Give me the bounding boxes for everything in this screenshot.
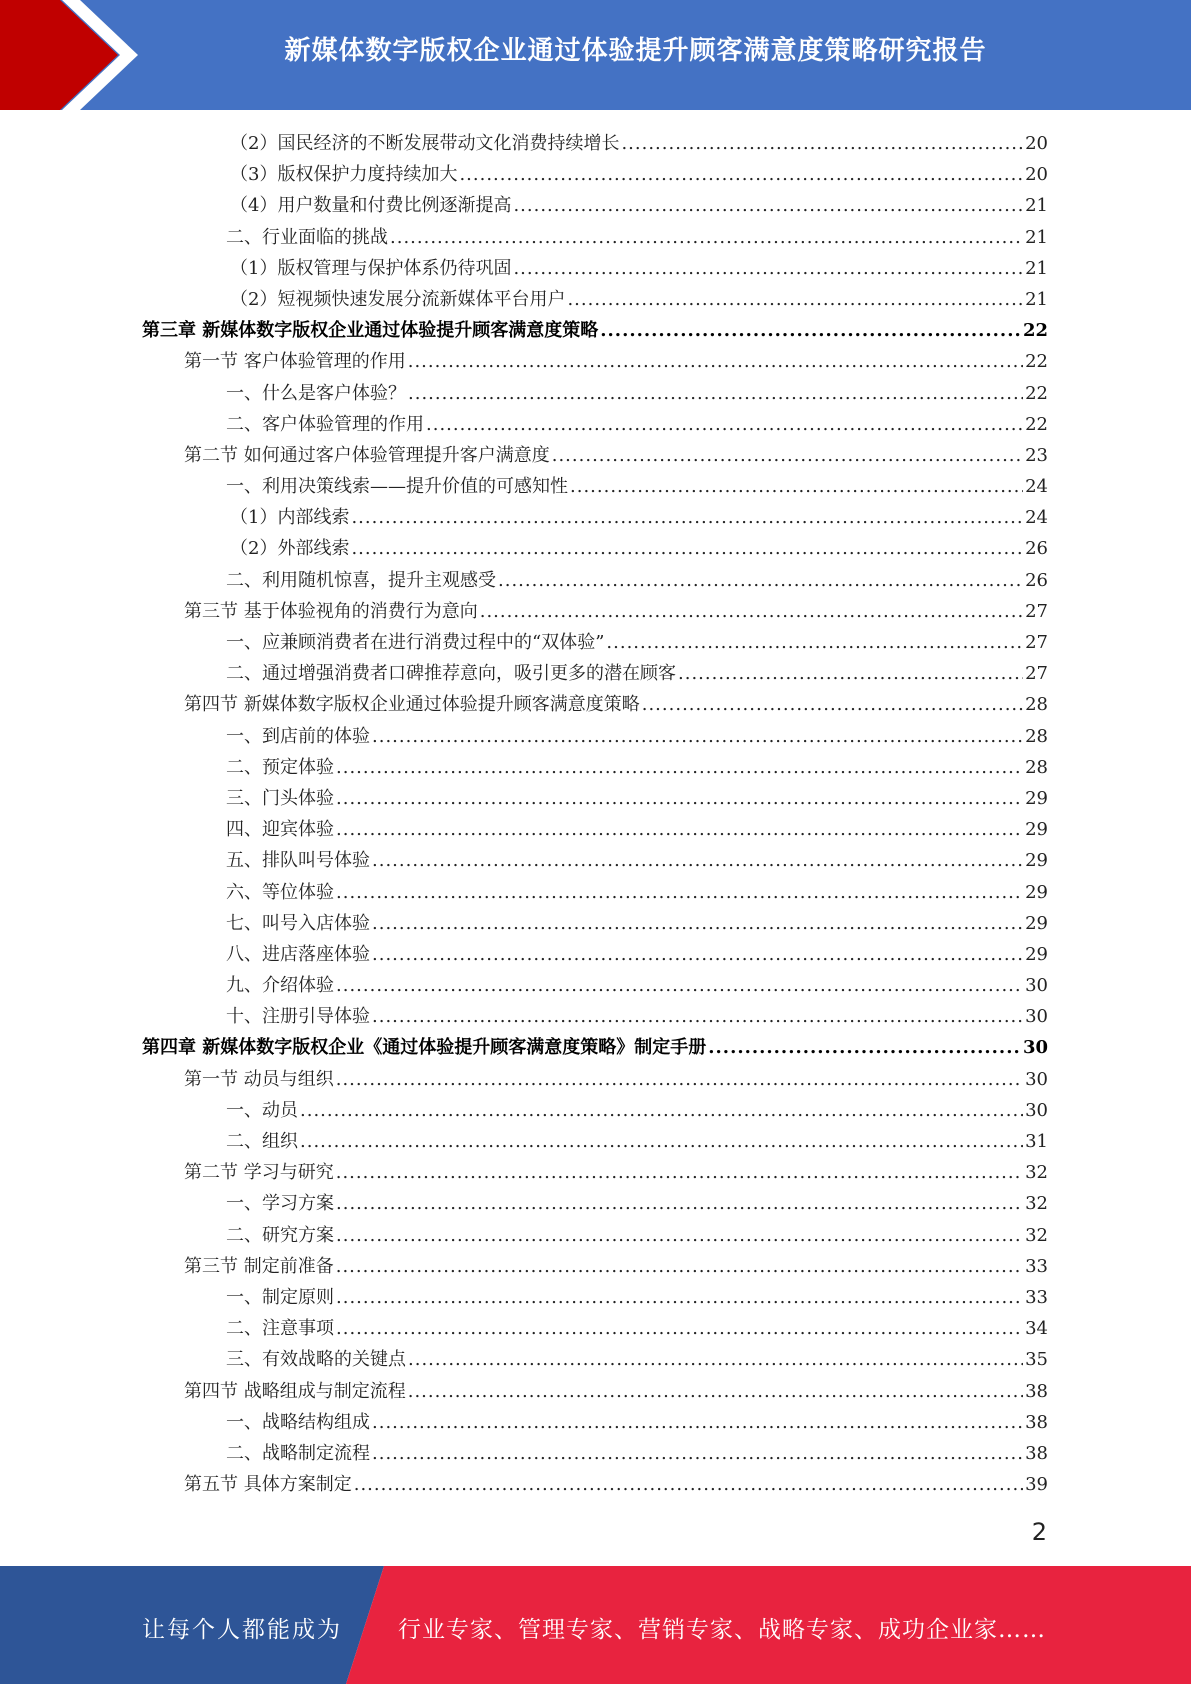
- toc-entry-page: 22: [1025, 351, 1048, 373]
- toc-entry[interactable]: [142, 409, 1048, 440]
- toc-entry-page: 32: [1025, 1193, 1048, 1215]
- toc-dot-leader: [606, 627, 1023, 658]
- toc-dot-leader: [336, 970, 1023, 1001]
- toc-entry[interactable]: [142, 159, 1048, 190]
- toc-entry-label: 九、介绍体验: [226, 975, 334, 997]
- toc-entry-page: 27: [1025, 600, 1048, 622]
- toc-dot-leader: [513, 190, 1023, 221]
- toc-entry-page: 27: [1025, 663, 1048, 685]
- toc-entry[interactable]: [142, 378, 1048, 409]
- toc-dot-leader: [642, 689, 1023, 720]
- toc-entry-label: 七、叫号入店体验: [226, 912, 370, 934]
- toc-entry-label: 第四节 战略组成与制定流程: [184, 1380, 406, 1402]
- toc-entry-label: 二、预定体验: [226, 756, 334, 778]
- toc-entry-page: 29: [1025, 943, 1048, 965]
- toc-entry-label: 第二节 如何通过客户体验管理提升客户满意度: [184, 444, 550, 466]
- toc-entry-label: 八、进店落座体验: [226, 943, 370, 965]
- toc-entry-label: 第四节 新媒体数字版权企业通过体验提升顾客满意度策略: [184, 694, 640, 716]
- toc-entry-label: 二、组织: [226, 1131, 298, 1152]
- toc-entry-label: 一、动员: [226, 1099, 298, 1121]
- toc-entry-label: 二、注意事项: [226, 1318, 334, 1340]
- toc-entry[interactable]: [142, 128, 1048, 159]
- toc-entry[interactable]: [142, 1344, 1048, 1375]
- toc-dot-leader: [336, 1157, 1023, 1188]
- toc-entry[interactable]: [142, 1220, 1048, 1251]
- toc-entry[interactable]: [142, 721, 1048, 752]
- toc-entry[interactable]: [142, 1001, 1048, 1032]
- toc-entry-page: 22: [1025, 413, 1048, 435]
- toc-entry-label: （2）短视频快速发展分流新媒体平台用户: [230, 288, 566, 310]
- toc-dot-leader: [570, 471, 1023, 502]
- toc-dot-leader: [408, 1376, 1023, 1407]
- toc-entry-page: 34: [1025, 1318, 1048, 1340]
- toc-dot-leader: [372, 1407, 1023, 1438]
- toc-dot-leader: [708, 1032, 1021, 1063]
- toc-entry-label: 四、迎宾体验: [226, 819, 334, 841]
- toc-entry-page: 24: [1025, 507, 1048, 529]
- toc-entry[interactable]: [142, 783, 1048, 814]
- toc-dot-leader: [351, 533, 1023, 564]
- toc-dot-leader: [336, 1313, 1023, 1344]
- toc-dot-leader: [552, 440, 1023, 471]
- toc-entry[interactable]: [142, 346, 1048, 377]
- toc-entry-label: （4）用户数量和付费比例逐渐提高: [230, 195, 512, 217]
- toc-entry[interactable]: [142, 908, 1048, 939]
- toc-entry[interactable]: [142, 939, 1048, 970]
- toc-entry[interactable]: [142, 284, 1048, 315]
- toc-entry-label: （2）外部线索: [230, 538, 350, 560]
- toc-entry-page: 31: [1025, 1131, 1048, 1152]
- toc-dot-leader: [600, 315, 1021, 346]
- toc-entry[interactable]: [142, 596, 1048, 627]
- toc-entry-label: 一、制定原则: [226, 1286, 334, 1308]
- toc-entry-page: 38: [1025, 1380, 1048, 1402]
- toc-dot-leader: [351, 502, 1023, 533]
- toc-entry-page: 30: [1022, 1037, 1048, 1059]
- toc-entry-page: 20: [1025, 164, 1048, 186]
- toc-entry-page: 35: [1025, 1349, 1048, 1371]
- toc-entry[interactable]: [142, 533, 1048, 564]
- toc-entry-page: 29: [1025, 819, 1048, 841]
- toc-entry-label: 三、门头体验: [226, 787, 334, 809]
- toc-dot-leader: [372, 1001, 1023, 1032]
- toc-entry-page: 28: [1025, 694, 1048, 716]
- toc-dot-leader: [372, 721, 1023, 752]
- toc-entry-page: 29: [1025, 850, 1048, 872]
- toc-dot-leader: [408, 346, 1023, 377]
- toc-entry-label: 第一节 动员与组织: [184, 1068, 334, 1090]
- toc-entry[interactable]: [142, 565, 1048, 596]
- toc-entry-label: （2）国民经济的不断发展带动文化消费持续增长: [230, 133, 620, 154]
- toc-entry-page: 32: [1025, 1162, 1048, 1184]
- toc-entry-page: 26: [1025, 538, 1048, 560]
- toc-dot-leader: [336, 877, 1023, 908]
- toc-entry-page: 38: [1025, 1442, 1048, 1464]
- toc-entry-page: 30: [1025, 1006, 1048, 1028]
- toc-entry[interactable]: [142, 253, 1048, 284]
- toc-entry[interactable]: [142, 970, 1048, 1001]
- toc-entry[interactable]: [142, 1095, 1048, 1126]
- toc-dot-leader: [459, 159, 1023, 190]
- toc-entry-page: 24: [1025, 476, 1048, 498]
- toc-dot-leader: [408, 1344, 1023, 1375]
- toc-entry[interactable]: [142, 222, 1048, 253]
- toc-dot-leader: [336, 814, 1023, 845]
- toc-entry-page: 22: [1022, 320, 1048, 342]
- toc-entry-label: 二、利用随机惊喜，提升主观感受: [226, 569, 496, 591]
- toc-entry[interactable]: [142, 1064, 1048, 1095]
- header-arrow-decoration: [0, 0, 160, 110]
- toc-dot-leader: [621, 128, 1023, 159]
- toc-dot-leader: [336, 1251, 1023, 1282]
- toc-entry-label: 二、通过增强消费者口碑推荐意向，吸引更多的潜在顾客: [226, 663, 676, 685]
- footer-slogan-left: 让每个人都能成为: [142, 1617, 342, 1643]
- report-title: 新媒体数字版权企业通过体验提升顾客满意度策略研究报告: [284, 36, 987, 66]
- toc-entry-page: 30: [1025, 975, 1048, 997]
- table-of-contents: [142, 128, 1048, 1500]
- toc-entry-label: 一、应兼顾消费者在进行消费过程中的“双体验”: [226, 632, 605, 653]
- toc-entry-label: 一、什么是客户体验？: [226, 382, 406, 404]
- toc-entry[interactable]: [142, 845, 1048, 876]
- toc-entry-label: 第三章 新媒体数字版权企业通过体验提升顾客满意度策略: [142, 320, 599, 342]
- page-footer: [0, 1566, 1191, 1684]
- toc-entry-page: 21: [1025, 195, 1048, 217]
- toc-entry-label: （1）版权管理与保护体系仍待巩固: [230, 257, 512, 279]
- toc-entry-page: 27: [1025, 632, 1048, 653]
- toc-dot-leader: [354, 1469, 1023, 1500]
- toc-entry-page: 30: [1025, 1068, 1048, 1090]
- toc-dot-leader: [498, 565, 1023, 596]
- page-header: [0, 0, 1191, 110]
- toc-entry-page: 26: [1025, 569, 1048, 591]
- toc-entry-label: 一、学习方案: [226, 1193, 334, 1215]
- toc-dot-leader: [336, 752, 1023, 783]
- toc-entry-page: 32: [1025, 1224, 1048, 1246]
- toc-entry[interactable]: [142, 1469, 1048, 1500]
- toc-entry[interactable]: [142, 1032, 1048, 1063]
- toc-entry-label: （3）版权保护力度持续加大: [230, 164, 458, 186]
- toc-dot-leader: [480, 596, 1023, 627]
- toc-dot-leader: [426, 409, 1023, 440]
- toc-entry[interactable]: [142, 1407, 1048, 1438]
- footer-slogan-right: 行业专家、管理专家、营销专家、战略专家、成功企业家……: [398, 1617, 1046, 1643]
- toc-entry[interactable]: [142, 814, 1048, 845]
- toc-entry[interactable]: [142, 502, 1048, 533]
- toc-entry[interactable]: [142, 440, 1048, 471]
- toc-entry-label: 二、研究方案: [226, 1224, 334, 1246]
- toc-entry[interactable]: [142, 658, 1048, 689]
- toc-entry-label: 第三节 制定前准备: [184, 1255, 334, 1277]
- toc-entry-page: 29: [1025, 912, 1048, 934]
- toc-entry-label: 二、战略制定流程: [226, 1442, 370, 1464]
- toc-dot-leader: [372, 939, 1023, 970]
- toc-entry[interactable]: [142, 1376, 1048, 1407]
- toc-dot-leader: [372, 1438, 1023, 1469]
- toc-entry-label: 二、客户体验管理的作用: [226, 413, 424, 435]
- toc-entry-page: 28: [1025, 725, 1048, 747]
- toc-dot-leader: [300, 1095, 1023, 1126]
- toc-entry-label: 第一节 客户体验管理的作用: [184, 351, 406, 373]
- toc-dot-leader: [336, 783, 1023, 814]
- toc-entry-page: 33: [1025, 1286, 1048, 1308]
- toc-entry[interactable]: [142, 315, 1048, 346]
- toc-entry-label: 一、战略结构组成: [226, 1411, 370, 1433]
- toc-entry[interactable]: [142, 877, 1048, 908]
- toc-entry-label: 三、有效战略的关键点: [226, 1349, 406, 1371]
- toc-entry[interactable]: [142, 1251, 1048, 1282]
- toc-entry-page: 21: [1025, 257, 1048, 279]
- toc-entry-page: 21: [1025, 288, 1048, 310]
- toc-entry-label: 第三节 基于体验视角的消费行为意向: [184, 600, 478, 622]
- toc-entry[interactable]: [142, 1282, 1048, 1313]
- toc-entry-label: 一、到店前的体验: [226, 725, 370, 747]
- toc-entry-label: 六、等位体验: [226, 881, 334, 903]
- toc-entry-label: 十、注册引导体验: [226, 1006, 370, 1028]
- toc-entry-label: 五、排队叫号体验: [226, 850, 370, 872]
- toc-entry-label: 第二节 学习与研究: [184, 1162, 334, 1184]
- toc-entry[interactable]: [142, 1126, 1048, 1157]
- toc-entry-label: 第四章 新媒体数字版权企业《通过体验提升顾客满意度策略》制定手册: [142, 1037, 707, 1059]
- toc-entry-label: 一、利用决策线索——提升价值的可感知性: [226, 476, 568, 498]
- toc-entry[interactable]: [142, 190, 1048, 221]
- toc-entry-page: 28: [1025, 756, 1048, 778]
- toc-entry-page: 20: [1025, 133, 1048, 154]
- toc-entry-label: （1）内部线索: [230, 507, 350, 529]
- toc-entry-page: 22: [1025, 382, 1048, 404]
- toc-entry-label: 第五节 具体方案制定: [184, 1474, 352, 1496]
- toc-dot-leader: [678, 658, 1023, 689]
- toc-dot-leader: [336, 1188, 1023, 1219]
- toc-entry-page: 29: [1025, 787, 1048, 809]
- toc-dot-leader: [372, 845, 1023, 876]
- toc-entry[interactable]: [142, 471, 1048, 502]
- toc-dot-leader: [336, 1220, 1023, 1251]
- page-number: 2: [1031, 1518, 1047, 1546]
- toc-entry-page: 33: [1025, 1255, 1048, 1277]
- toc-entry-page: 39: [1025, 1474, 1048, 1496]
- toc-entry-label: 二、行业面临的挑战: [226, 226, 388, 248]
- toc-entry[interactable]: [142, 1313, 1048, 1344]
- toc-entry[interactable]: [142, 1188, 1048, 1219]
- toc-entry[interactable]: [142, 752, 1048, 783]
- toc-entry[interactable]: [142, 627, 1048, 658]
- toc-dot-leader: [390, 222, 1023, 253]
- toc-entry-page: 38: [1025, 1411, 1048, 1433]
- toc-dot-leader: [336, 1064, 1023, 1095]
- toc-entry[interactable]: [142, 689, 1048, 720]
- toc-entry-page: 21: [1025, 226, 1048, 248]
- toc-entry[interactable]: [142, 1157, 1048, 1188]
- toc-entry-page: 29: [1025, 881, 1048, 903]
- toc-entry[interactable]: [142, 1438, 1048, 1469]
- toc-dot-leader: [372, 908, 1023, 939]
- toc-dot-leader: [513, 253, 1023, 284]
- toc-dot-leader: [567, 284, 1023, 315]
- toc-dot-leader: [336, 1282, 1023, 1313]
- toc-dot-leader: [408, 378, 1023, 409]
- toc-entry-page: 23: [1025, 444, 1048, 466]
- toc-entry-page: 30: [1025, 1099, 1048, 1121]
- toc-dot-leader: [300, 1126, 1023, 1157]
